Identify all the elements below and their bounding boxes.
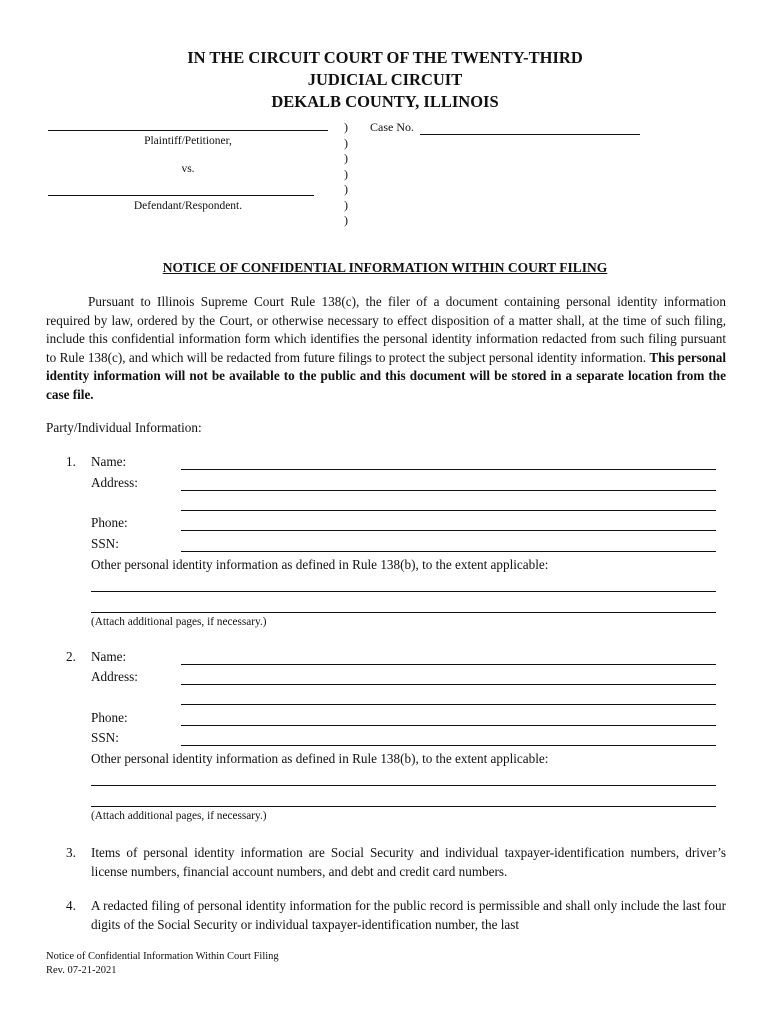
intro-paragraph [46, 293, 726, 404]
phone-label: Phone: [91, 515, 128, 530]
intro-text: Pursuant to Illinois Supreme Court Rule 138(c), the filer of a document containing personal identity information required by law, ordered by the Court, or otherwise necessary to effect disposition of a matter shall, at the time of such filing, include this confidential information form which identifies the personal identity information redacted from such filing pursuant to Rule 138(c), and which will be redacted from future filings to protect the subject personal identity information. [46, 294, 726, 365]
address-field-line2[interactable] [181, 510, 716, 511]
address-field[interactable] [181, 490, 716, 491]
entry-number: 1. [66, 454, 76, 469]
paren: ) [344, 213, 348, 227]
phone-label: Phone: [91, 710, 128, 725]
party-info-label: Party/Individual Information: [46, 420, 202, 435]
name-field[interactable] [181, 664, 716, 665]
paren: ) [344, 182, 348, 196]
defendant-name-field[interactable] [48, 187, 314, 196]
item-text: A redacted filing of personal identity information for the public record is permissible and shall only include the last four digits of the Social Security or individual taxpayer-identification number, the last [91, 898, 726, 932]
other-info-field-line2[interactable] [91, 612, 716, 613]
address-field[interactable] [181, 684, 716, 685]
other-info-field[interactable] [91, 591, 716, 592]
list-item-4 [66, 897, 726, 934]
item-text: Items of personal identity information are Social Security and individual taxpayer-identification numbers, driver’s license numbers, financial account numbers, and debt and credit card numbers. [91, 845, 726, 879]
other-info-label: Other personal identity information as defined in Rule 138(b), to the extent applicable: [91, 557, 549, 572]
paren: ) [344, 197, 348, 212]
case-caption [48, 122, 328, 212]
name-field[interactable] [181, 469, 716, 470]
phone-field[interactable] [181, 725, 716, 726]
other-info-label: Other personal identity information as defined in Rule 138(b), to the extent applicable: [91, 751, 549, 766]
caption-divider [344, 120, 348, 229]
notice-title: NOTICE OF CONFIDENTIAL INFORMATION WITHIN COURT FILING [162, 260, 608, 275]
item-number: 3. [66, 845, 76, 860]
intro-bold-text: This personal identity information will not be available to the public and this document will be stored in a separate location from the case file. [46, 349, 726, 402]
other-info-field[interactable] [91, 785, 716, 786]
court-header-line2: JUDICIAL CIRCUIT [307, 70, 463, 89]
address-label: Address: [91, 669, 138, 684]
other-info-field-line2[interactable] [91, 806, 716, 807]
plaintiff-name-field[interactable] [48, 122, 328, 131]
case-number [370, 120, 640, 135]
court-header [0, 47, 770, 113]
footer-revision: Rev. 07-21-2021 [46, 965, 117, 976]
paren: ) [344, 166, 348, 181]
paren: ) [344, 151, 348, 165]
paren: ) [344, 135, 348, 150]
page-footer [46, 950, 279, 978]
case-number-field[interactable] [420, 122, 640, 135]
court-header-line1: IN THE CIRCUIT COURT OF THE TWENTY-THIRD [187, 48, 583, 67]
defendant-label: Defendant/Respondent. [133, 200, 243, 212]
phone-field[interactable] [181, 530, 716, 531]
attach-note: (Attach additional pages, if necessary.) [91, 810, 267, 822]
name-label: Name: [91, 454, 127, 469]
attach-note: (Attach additional pages, if necessary.) [91, 616, 267, 628]
ssn-field[interactable] [181, 551, 716, 552]
address-label: Address: [91, 475, 138, 490]
ssn-field[interactable] [181, 745, 716, 746]
vs-label: vs. [181, 163, 195, 175]
name-label: Name: [91, 649, 127, 664]
entry-number: 2. [66, 649, 76, 664]
case-number-label: Case No. [370, 120, 414, 134]
ssn-label: SSN: [91, 536, 119, 551]
address-field-line2[interactable] [181, 704, 716, 705]
ssn-label: SSN: [91, 730, 119, 745]
paren: ) [344, 120, 348, 134]
court-header-line3: DEKALB COUNTY, ILLINOIS [271, 92, 499, 111]
item-number: 4. [66, 898, 76, 913]
plaintiff-label: Plaintiff/Petitioner, [144, 135, 232, 147]
footer-title: Notice of Confidential Information Within Court Filing [46, 951, 279, 962]
list-item-3 [66, 844, 726, 881]
